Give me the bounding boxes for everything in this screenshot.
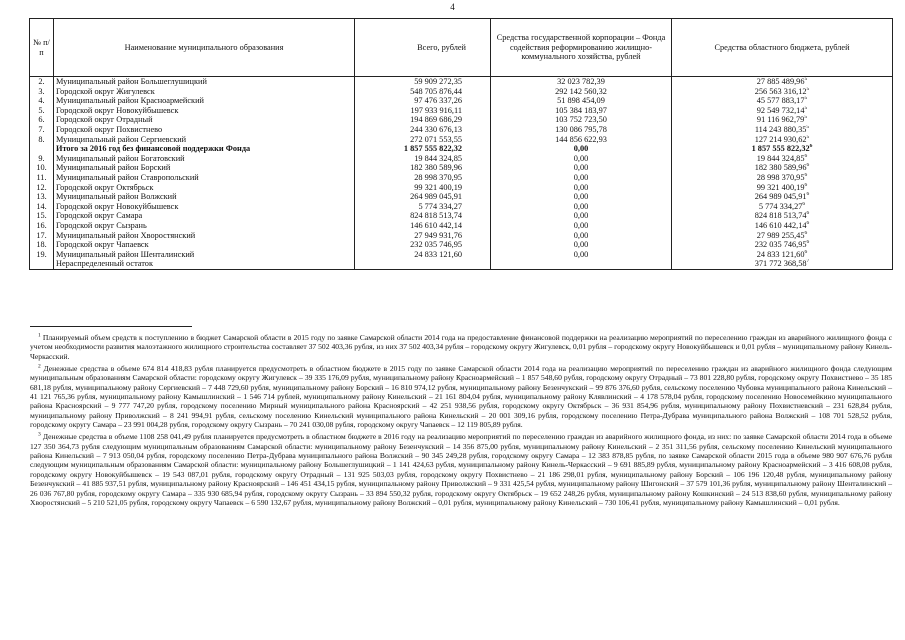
row-name: Нераспределенный остаток	[54, 259, 355, 269]
footnote-mark: 6	[804, 230, 808, 236]
row-fund: 0,00	[491, 221, 672, 231]
row-name: Городской округ Новокуйбышевск	[54, 106, 355, 116]
footnote-mark: 5	[806, 134, 810, 140]
table-row	[30, 77, 893, 87]
row-region: 824 818 513,74$^6$	[672, 211, 893, 221]
footnote-text: Планируемый объем средств к поступлению в бюджет Самарской области в 2015 году по заявке Самарской области 2014 года на предоставление финансовой поддержки на реализацию мероприятий по переселению граждан из аварийного жилищного фонда с учетом необходимости развития малоэтажного жилищного строительства составляет 37 502 403,36 рубля, из них 37 502 403,34 рубля – городскому округу Жигулевск, 0,01 рубля – городскому округу Новокуйбышевск и 0,01 рубля – муниципальному району Кинель-Черкасский.	[30, 333, 892, 361]
row-fund: 292 142 560,32	[491, 87, 672, 97]
table-body	[30, 77, 893, 270]
table-row	[30, 192, 893, 202]
row-fund: 0,00	[491, 250, 672, 260]
table-row	[30, 135, 893, 145]
row-fund: 130 086 795,78	[491, 125, 672, 135]
row-total: 19 844 324,85	[355, 154, 491, 164]
row-fund: 0,00	[491, 183, 672, 193]
footnote-mark: 6	[804, 182, 808, 188]
row-region: 5 774 334,27$^6$	[672, 202, 893, 212]
table-row	[30, 125, 893, 135]
table-row	[30, 87, 893, 97]
row-name: Муниципальный район Борский	[54, 163, 355, 173]
table-row	[30, 163, 893, 173]
row-total: 264 989 045,91	[355, 192, 491, 202]
row-fund: 105 384 183,97	[491, 106, 672, 116]
row-number: 16.	[30, 221, 54, 231]
table-row	[30, 183, 893, 193]
footnote	[30, 333, 892, 361]
row-total: 5 774 334,27	[355, 202, 491, 212]
row-region: 27 885 489,96$^5$	[672, 77, 893, 87]
row-name: Муниципальный район Сергиевский	[54, 135, 355, 145]
footnote-text: Денежные средства в объеме 674 814 418,83 рубля планируется предусмотреть в областном бюджете в 2015 году по заявке Самарской области 2014 года на реализацию мероприятий по переселению граждан из аварийного жилищного фонда следующим муниципальным образованиям Самарской области: городскому округу Жигулевск – 39 335 176,09 рубля, муниципальному району Красноармейский – 1 857 548,60 рубля, городскому округу Отрадный – 73 801 228,80 рубля, городскому округу Похвистнево – 35 185 681,18 рубля, муниципальному району Сергиевский – 7 448 729,60 рубля, муниципальному району Борский – 16 810 974,12 рубля, муниципальному району Безенчукский – 99 876 376,60 рубля, сельскому поселению Чубовка муниципального района Кинельский – 41 121 765,36 рубля, муниципальному району Камышлинский – 1 546 714 рублей, муниципальному району Кинельский – 21 161 804,04 рубля, муниципальному району Клявлинский – 4 178 578,04 рубля, городскому поселению Новосемейкино муниципального района Красноярский – 9 777 747,20 рубля, городскому поселению Мирный муниципального района Красноярский – 42 251 938,56 рубля, городскому округу Октябрьск – 36 931 854,96 рубля, муниципальному району Похвистневский – 231 628,84 рубля, муниципальному району Приволжский – 8 241 994,91 рубля, сельскому поселению Кинельский муниципального района Кинельский – 20 001 309,16 рубля, городскому поселению Петра-Дубрава муниципального района Волжский – 108 701 528,52 рубля, городскому округу Самара – 23 991 004,28 рубля, городскому округу Сызрань – 70 241 030,08 рубля, городскому округу Чапаевск – 12 119 805,89 рубля.	[30, 364, 892, 430]
row-number: 15.	[30, 211, 54, 221]
row-total: 182 380 589,96	[355, 163, 491, 173]
header-num: № п/п	[30, 19, 54, 77]
row-region: 27 989 255,45$^6$	[672, 231, 893, 241]
row-total: 194 869 686,29	[355, 115, 491, 125]
row-total: 244 330 676,13	[355, 125, 491, 135]
table-row	[30, 154, 893, 164]
table-row	[30, 144, 893, 154]
header-region: Средства областного бюджета, рублей	[672, 19, 893, 77]
footnote-mark: 7	[806, 259, 810, 265]
footnote-mark: 1	[38, 332, 41, 339]
footnote-mark: 6	[806, 163, 810, 169]
row-number: 2.	[30, 77, 54, 87]
table-row	[30, 240, 893, 250]
row-total: 824 818 513,74	[355, 211, 491, 221]
row-total: 59 909 272,35	[355, 77, 491, 87]
footnote-mark: 6	[806, 220, 810, 227]
footnote-mark: 5	[806, 86, 810, 92]
row-fund: 0,00	[491, 154, 672, 164]
row-name: Городской округ Отрадный	[54, 115, 355, 125]
footnote-mark: 6	[809, 144, 813, 150]
row-fund: 0,00	[491, 240, 672, 250]
row-fund: 0,00	[491, 202, 672, 212]
funding-table	[29, 18, 893, 270]
row-total: 97 476 337,26	[355, 96, 491, 106]
row-number	[30, 144, 54, 154]
row-fund: 0,00	[491, 192, 672, 202]
table-row	[30, 250, 893, 260]
row-region: 1 857 555 822,32$^6$	[672, 144, 893, 154]
row-region: 99 321 400,19$^6$	[672, 183, 893, 193]
row-name: Итого за 2016 год без финансовой поддержки Фонда	[54, 144, 355, 154]
row-number: 7.	[30, 125, 54, 135]
row-fund: 103 752 723,50	[491, 115, 672, 125]
table-row	[30, 106, 893, 116]
row-fund: 0,00	[491, 144, 672, 154]
footnote-mark: 5	[804, 96, 808, 102]
table-row	[30, 202, 893, 212]
row-region: 256 563 316,12$^5$	[672, 87, 893, 97]
row-number	[30, 259, 54, 269]
row-region: 91 116 962,79$^5$	[672, 115, 893, 125]
row-number: 13.	[30, 192, 54, 202]
footnote-mark: 3	[38, 431, 41, 438]
row-name: Городской округ Новокуйбышевск	[54, 202, 355, 212]
row-name: Городской округ Жигулевск	[54, 87, 355, 97]
row-fund: 0,00	[491, 231, 672, 241]
table-row	[30, 259, 893, 269]
row-number: 5.	[30, 106, 54, 116]
footnote-mark: 5	[806, 124, 810, 131]
header-fund: Средства государственной корпорации – Фонда содействия реформированию жилищно-коммунального хозяйства, рублей	[491, 19, 672, 77]
footnote-mark: 6	[804, 153, 808, 159]
row-number: 3.	[30, 87, 54, 97]
footnote-mark: 6	[806, 192, 810, 198]
footnote-mark: 6	[806, 240, 810, 246]
row-total: 548 705 876,44	[355, 87, 491, 97]
table-row	[30, 115, 893, 125]
row-region: 114 243 880,35$^5$	[672, 125, 893, 135]
footnote-mark: 6	[804, 249, 808, 255]
row-name: Городской округ Похвистнево	[54, 125, 355, 135]
row-number: 14.	[30, 202, 54, 212]
footnote-mark: 6	[806, 211, 810, 217]
row-total: 232 035 746,95	[355, 240, 491, 250]
row-name: Городской округ Чапаевск	[54, 240, 355, 250]
footnote-divider	[30, 326, 192, 327]
header-name: Наименование муниципального образования	[54, 19, 355, 77]
row-number: 12.	[30, 183, 54, 193]
page-number: 4	[450, 2, 455, 12]
row-region: 45 577 883,17$^5$	[672, 96, 893, 106]
header-total: Всего, рублей	[355, 19, 491, 77]
footnote-mark: 5	[804, 76, 808, 83]
row-region: 264 989 045,91$^6$	[672, 192, 893, 202]
footnotes	[30, 333, 892, 510]
footnote-mark: 5	[804, 105, 808, 112]
row-number: 9.	[30, 154, 54, 164]
footnote-mark: 5	[804, 115, 808, 121]
row-name: Муниципальный район Хворостянский	[54, 231, 355, 241]
row-region: 146 610 442,14$^6$	[672, 221, 893, 231]
row-total: 28 998 370,95	[355, 173, 491, 183]
table-row	[30, 173, 893, 183]
row-region: 232 035 746,95$^6$	[672, 240, 893, 250]
row-total: 24 833 121,60	[355, 250, 491, 260]
row-total: 272 071 553,55	[355, 135, 491, 145]
footnote-mark: 6	[802, 201, 806, 207]
row-name: Муниципальный район Ставропольский	[54, 173, 355, 183]
row-total: 146 610 442,14	[355, 221, 491, 231]
row-region: 371 772 368,58$^7$	[672, 259, 893, 269]
row-total	[355, 259, 491, 269]
row-name: Муниципальный район Волжский	[54, 192, 355, 202]
row-name: Муниципальный район Богатовский	[54, 154, 355, 164]
row-name: Городской округ Октябрьск	[54, 183, 355, 193]
row-total: 99 321 400,19	[355, 183, 491, 193]
row-total: 197 933 916,11	[355, 106, 491, 116]
table-row	[30, 96, 893, 106]
row-number: 8.	[30, 135, 54, 145]
row-number: 11.	[30, 173, 54, 183]
row-region: 28 998 370,95$^6$	[672, 173, 893, 183]
row-fund: 144 856 622,93	[491, 135, 672, 145]
row-number: 17.	[30, 231, 54, 241]
footnote	[30, 432, 892, 507]
row-fund: 0,00	[491, 173, 672, 183]
row-name: Городской округ Самара	[54, 211, 355, 221]
row-name: Муниципальный район Красноармейский	[54, 96, 355, 106]
table-row	[30, 221, 893, 231]
footnote-mark: 6	[804, 172, 808, 179]
row-number: 6.	[30, 115, 54, 125]
row-name: Муниципальный район Шенталинский	[54, 250, 355, 260]
row-number: 18.	[30, 240, 54, 250]
row-number: 4.	[30, 96, 54, 106]
footnote	[30, 364, 892, 429]
row-region: 182 380 589,96$^6$	[672, 163, 893, 173]
row-name: Муниципальный район Большеглушицкий	[54, 77, 355, 87]
row-fund	[491, 259, 672, 269]
row-total: 27 949 931,76	[355, 231, 491, 241]
row-region: 24 833 121,60$^6$	[672, 250, 893, 260]
row-region: 92 549 732,14$^5$	[672, 106, 893, 116]
row-name: Городской округ Сызрань	[54, 221, 355, 231]
row-region: 127 214 930,62$^5$	[672, 135, 893, 145]
row-number: 19.	[30, 250, 54, 260]
table-row	[30, 211, 893, 221]
row-region: 19 844 324,85$^6$	[672, 154, 893, 164]
row-fund: 51 898 454,09	[491, 96, 672, 106]
row-number: 10.	[30, 163, 54, 173]
row-total: 1 857 555 822,32	[355, 144, 491, 154]
row-fund: 32 023 782,39	[491, 77, 672, 87]
row-fund: 0,00	[491, 211, 672, 221]
footnote-mark: 2	[38, 363, 41, 370]
footnote-text: Денежные средства в объеме 1108 258 041,49 рубля планируется предусмотреть в областном бюджете в 2016 году на реализацию мероприятий по переселению граждан из аварийного жилищного фонда, из них: по заявке Самарской области 2014 года в объеме 127 350 364,73 рубля следующим муниципальным образованиям Самарской области: муниципальному району Безенчукский – 14 356 875,00 рубля, муниципальному району Кинельский – 2 351 311,56 рубля, сельскому поселению Кинельский муниципального района Кинельский – 7 913 050,04 рубля, городскому поселению Петра-Дубрава муниципального района Волжский – 90 345 249,28 рубля, городскому округу Самара – 12 383 878,85 рубля, по заявке Самарской области 2015 года в объеме 980 907 676,76 рубля следующим муниципальным образованиям Самарской области: муниципальному району Большеглушицкий – 1 141 424,63 рубля, муниципальному району Кинель-Черкасский – 9 691 885,89 рубля, муниципальному району Красноармейский – 3 416 608,08 рубля, городскому округу Новокуйбышевск – 19 543 087,01 рубля, городскому округу Отрадный – 131 925 503,03 рубля, городскому округу Похвистнево – 21 186 298,01 рубля, муниципальному району Борский – 106 196 120,48 рубля, муниципальному району Безенчукский – 41 885 937,51 рубля, муниципальному району Красноярский – 146 451 434,15 рубля, муниципальному району Приволжский – 9 331 425,54 рубля, муниципальному району Шигонский – 37 579 101,36 рубля, муниципальному району Шенталинский – 26 036 767,80 рубля, городскому округу Самара – 335 930 685,94 рубля, городскому округу Сызрань – 33 894 550,32 рубля, городскому округу Октябрьск – 19 652 248,26 рубля, муниципальному району Кошкинский – 24 513 838,60 рубля, муниципальному району Хворостянский – 5 210 521,05 рубля, городскому округу Чапаевск – 6 590 132,67 рубля, муниципальному району Волжский – 0,01 рубля, муниципальному району Кинельский – 730 106,41 рубля, муниципальному району Камышлинский – 0,01 рубля.	[30, 432, 892, 507]
row-fund: 0,00	[491, 163, 672, 173]
table-row	[30, 231, 893, 241]
